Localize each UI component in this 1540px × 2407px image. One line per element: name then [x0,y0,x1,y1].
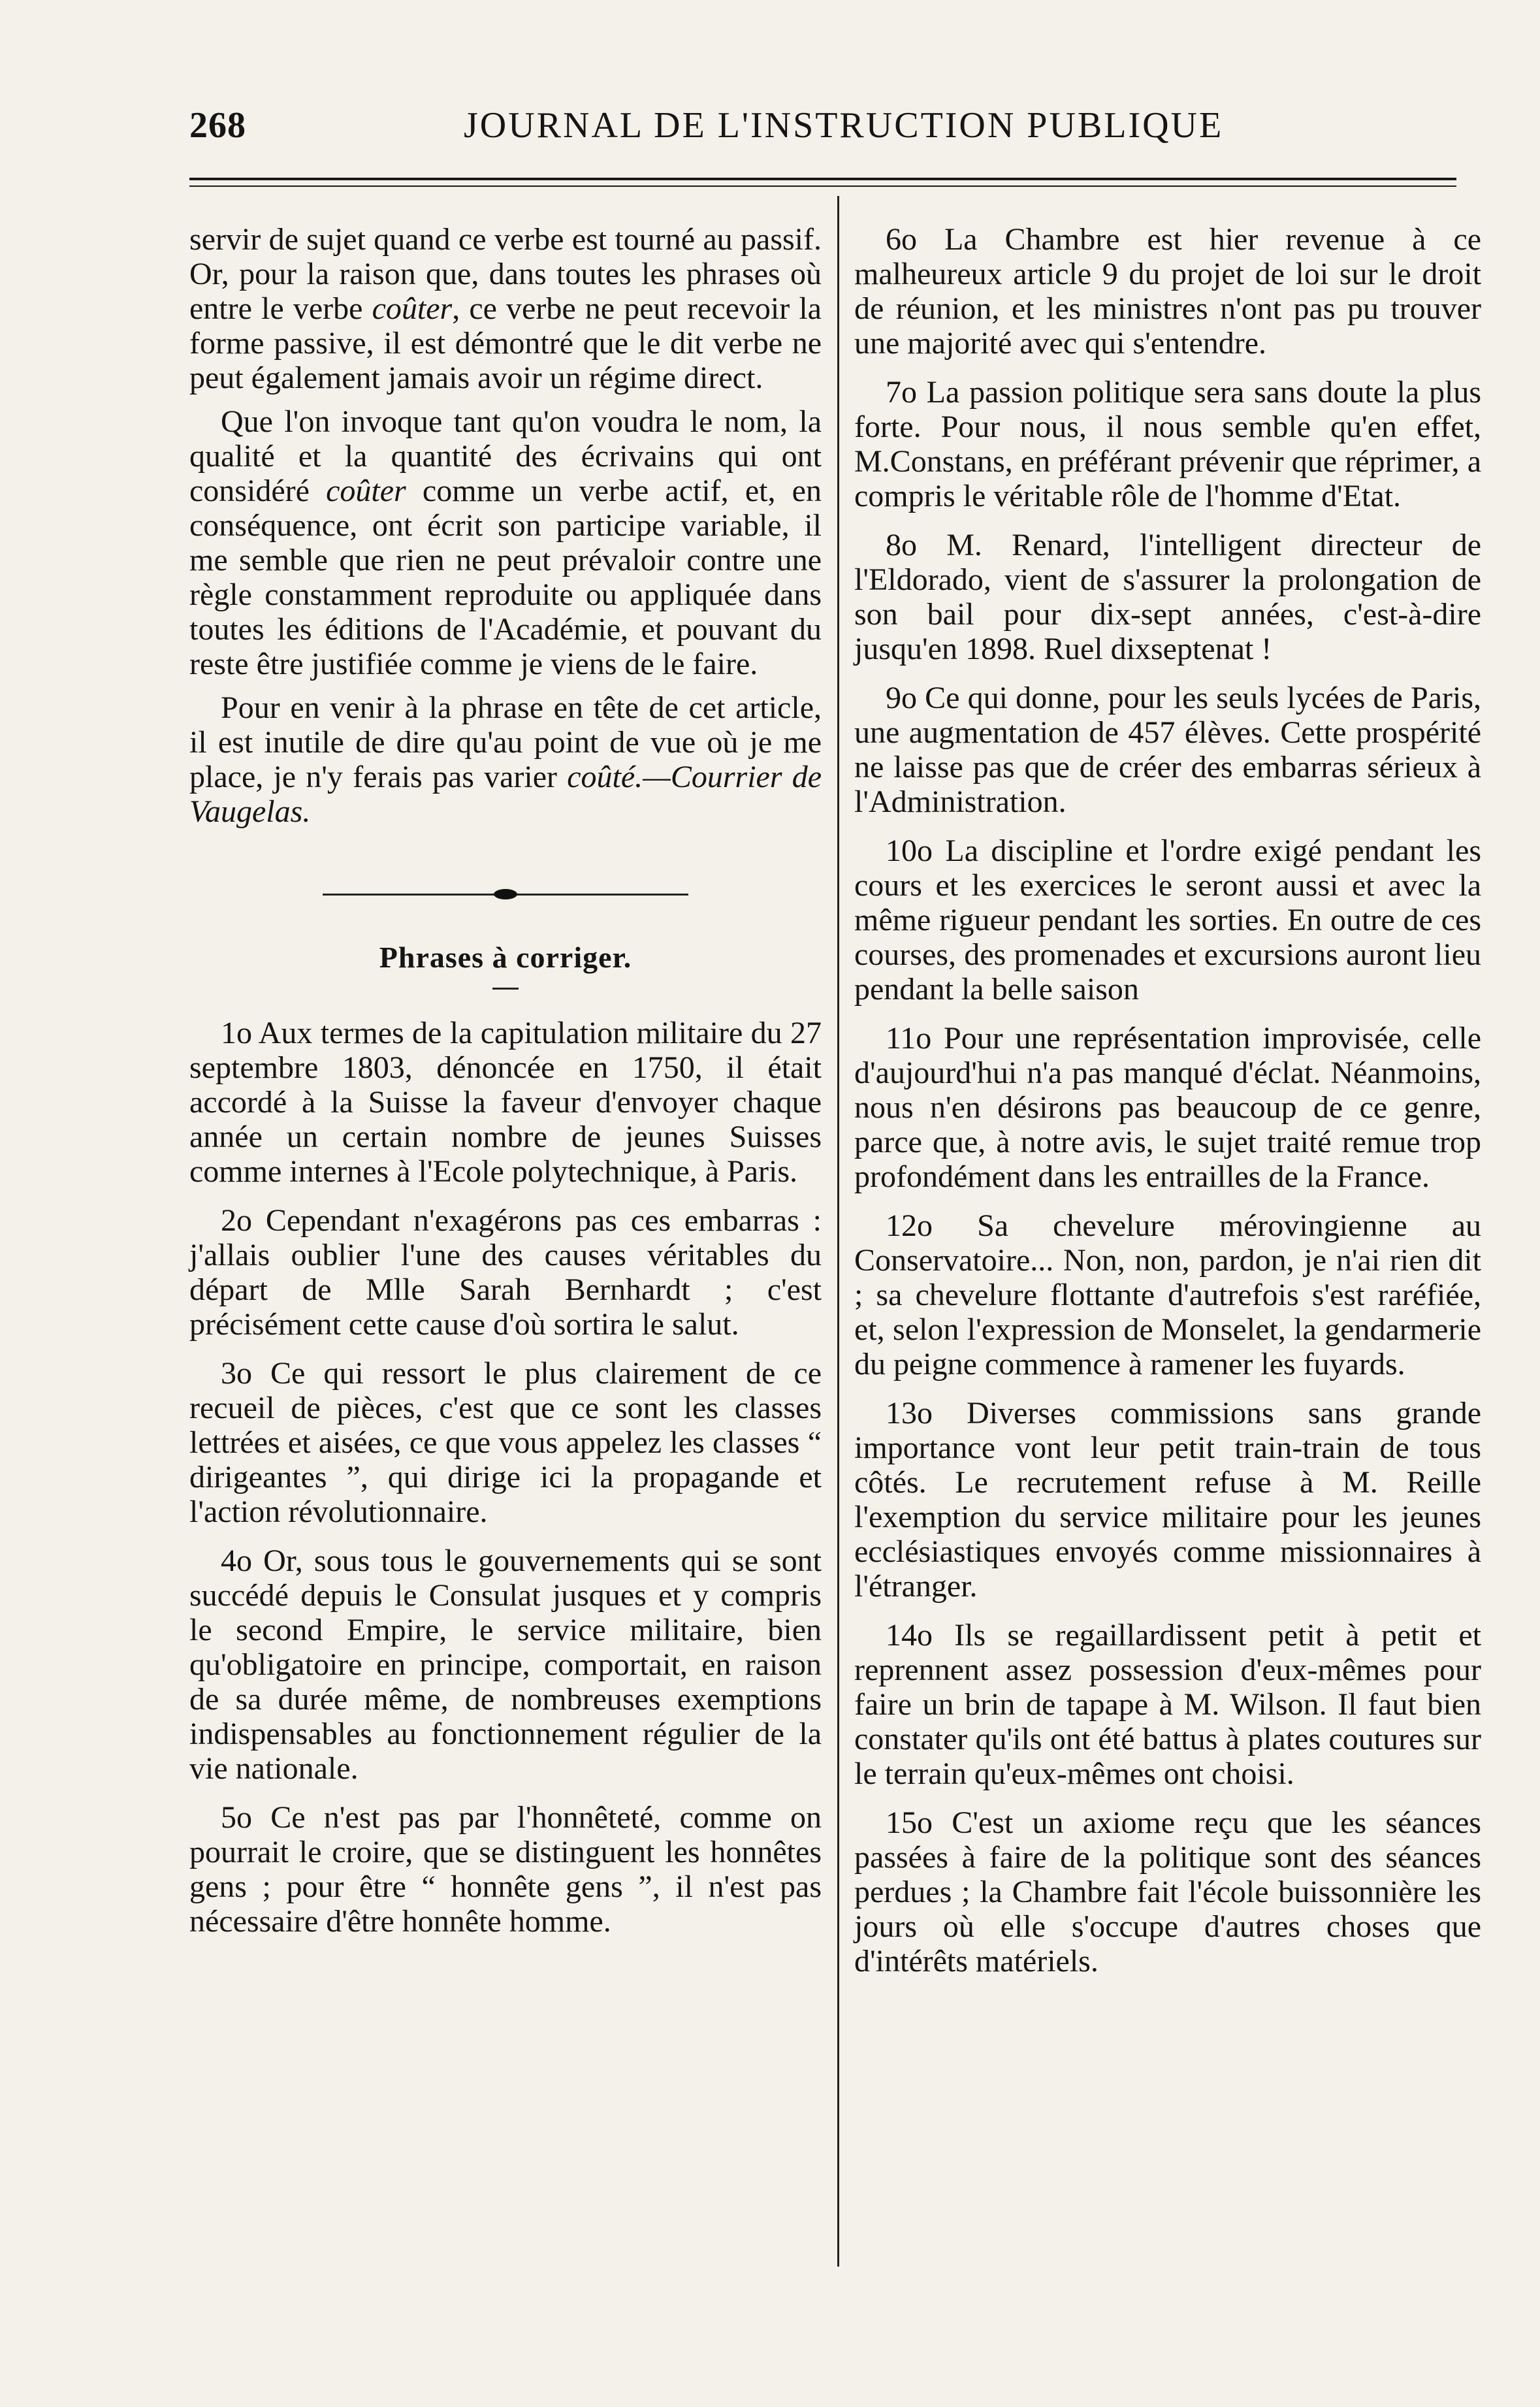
page-number: 268 [189,105,246,146]
list-item: 5o Ce n'est pas par l'honnêteté, comme on pourrait le croire, que se distinguent les honnêtes gens ; pour être “ honnête gens ”, il n'est pas nécessaire d'être honnête homme. [189,1800,822,1939]
paragraph: Pour en venir à la phrase en tête de cet article, il est inutile de dire qu'au point de vue où je me place, je n'y ferais pas varier coûté.—Courrier de Vaugelas. [189,690,822,829]
list-item: 2o Cependant n'exagérons pas ces embarras : j'allais oublier l'une des causes véritables du départ de Mlle Sarah Bernhardt ; c'est précisément cette cause d'où sortira le salut. [189,1203,822,1342]
list-item: 12o Sa chevelure mérovingienne au Conservatoire... Non, non, pardon, je n'ai rien dit ; sa chevelure flottante d'autrefois s'est raréfiée, et, selon l'expression de Monselet, la gendarmerie du peigne commence à ramener les fuyards. [854,1208,1481,1381]
list-item: 6o La Chambre est hier revenue à ce malheureux article 9 du projet de loi sur le droit de réunion, et les ministres n'ont pas pu trouver une majorité avec qui s'entendre. [854,222,1481,361]
running-head: JOURNAL DE L'INSTRUCTION PUBLIQUE [464,105,1224,146]
list-item: 1o Aux termes de la capitulation militaire du 27 septembre 1803, dénoncée en 1750, il était accordé à la Suisse la faveur d'envoyer chaque année un certain nombre de jeunes Suisses comme internes à l'Ecole polytechnique, à Paris. [189,1016,822,1189]
list-item: 3o Ce qui ressort le plus clairement de ce recueil de pièces, c'est que ce sont les classes lettrées et aisées, ce que vous appelez les classes “ dirigeantes ”, qui dirige ici la propagande et l'action révolutionnaire. [189,1356,822,1529]
list-item: 9o Ce qui donne, pour les seuls lycées de Paris, une augmentation de 457 élèves. Cette prospérité ne laisse pas que de créer des embarras sérieux à l'Administration. [854,681,1481,819]
right-column [854,222,1481,1993]
list-item: 8o M. Renard, l'intelligent directeur de l'Eldorado, vient de s'assurer la prolongation de son bail pour dix-sept années, c'est-à-dire jusqu'en 1898. Ruel dixseptenat ! [854,528,1481,666]
column-divider [837,196,839,2267]
list-item: 10o La discipline et l'ordre exigé pendant les cours et les exercices le seront aussi et avec la même rigueur pendant les sorties. En outre de ces courses, des promenades et excursions auront lieu pendant la belle saison [854,833,1481,1007]
list-item: 15o C'est un axiome reçu que les séances passées à faire de la politique sont des séances perdues ; la Chambre fait l'école buissonnière les jours où elle s'occupe d'autres choses que d'intérêts matériels. [854,1805,1481,1979]
header-rule-thick [189,178,1456,180]
section-heading: Phrases à corriger. [379,941,632,974]
list-item: 4o Or, sous tous le gouvernements qui se sont succédé depuis le Consulat jusques et y compris le second Empire, le service militaire, bien qu'obligatoire en principe, comportait, en raison de sa durée même, de nombreuses exemptions indispensables au fonctionnement régulier de la vie nationale. [189,1543,822,1786]
list-item: 11o Pour une représentation improvisée, celle d'aujourd'hui n'a pas manqué d'éclat. Néanmoins, nous n'en désirons pas beaucoup de ce genre, parce que, à notre avis, le sujet traité remue trop profondément dans les entrailles de la France. [854,1021,1481,1194]
left-column [189,222,822,1953]
list-item: 14o Ils se regaillardissent petit à petit et reprennent assez possession d'eux-mêmes pour faire un brin de tapape à M. Wilson. Il faut bien constater qu'ils ont été battus à plates coutures sur le terrain qu'eux-mêmes ont choisi. [854,1618,1481,1791]
page-header [189,105,1224,157]
section-ornament [323,888,688,901]
list-item: 13o Diverses commissions sans grande importance vont leur petit train-train de tous côtés. Le recrutement refuse à M. Reille l'exemption du service militaire pour les jeunes ecclésiastiques envoyés comme missionnaires à l'étranger. [854,1396,1481,1604]
paragraph: servir de sujet quand ce verbe est tourné au passif. Or, pour la raison que, dans toutes les phrases où entre le verbe coûter, ce verbe ne peut recevoir la forme passive, il est démontré que le dit verbe ne peut également jamais avoir un régime direct. [189,222,822,395]
heading-dash [492,988,519,990]
list-item: 7o La passion politique sera sans doute la plus forte. Pour nous, il nous semble qu'en effet, M.Constans, en préférant prévenir que réprimer, a compris le véritable rôle de l'homme d'Etat. [854,375,1481,513]
paragraph: Que l'on invoque tant qu'on voudra le nom, la qualité et la quantité des écrivains qui ont considéré coûter comme un verbe actif, et, en conséquence, ont écrit son participe variable, il me semble que rien ne peut prévaloir contre une règle constamment reproduite ou appliquée dans toutes les éditions de l'Académie, et pouvant du reste être justifiée comme je viens de le faire. [189,404,822,681]
header-rule-thin [189,186,1456,187]
